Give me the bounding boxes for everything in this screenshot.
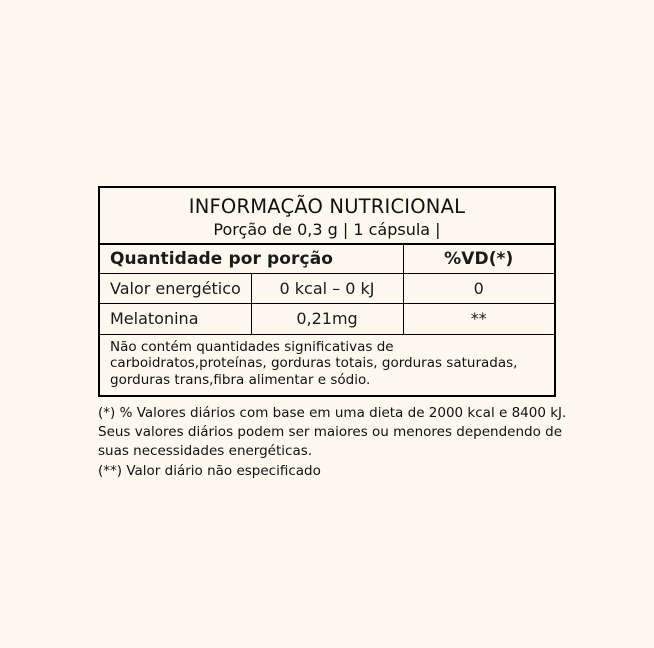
table-row bbox=[99, 274, 555, 304]
footnote-daily-values: (*) % Valores diários com base em uma dieta de 2000 kcal e 8400 kJ. Seus valores diários podem ser maiores ou menores dependendo de suas necessidades energéticas. bbox=[98, 405, 567, 459]
table-header-row bbox=[99, 244, 555, 274]
insignificant-amounts-note bbox=[99, 334, 555, 396]
nutrition-facts-panel bbox=[98, 186, 556, 397]
table-title-row bbox=[99, 187, 555, 244]
nutrient-name: Valor energético bbox=[99, 274, 251, 304]
nutrient-amount: 0,21mg bbox=[251, 304, 403, 334]
nutrient-name: Melatonina bbox=[99, 304, 251, 334]
table-row bbox=[99, 304, 555, 334]
nutrition-table bbox=[98, 186, 556, 397]
title-cell bbox=[99, 187, 555, 244]
header-percent-vd-note: (*) bbox=[488, 249, 514, 270]
footnote-unspecified-value: (**) Valor diário não especificado bbox=[98, 462, 321, 479]
nutrient-vd: ** bbox=[403, 304, 555, 334]
nutrient-vd: 0 bbox=[403, 274, 555, 304]
header-percent-vd-main: %VD bbox=[444, 249, 489, 270]
insignificant-amounts-text: Não contém quantidades significativas de carboidratos,proteínas, gorduras totais, gorduras saturadas, gorduras trans,fibra alimentar e sódio. bbox=[110, 338, 518, 389]
table-note-row bbox=[99, 334, 555, 396]
header-quantity-per-serving: Quantidade por porção bbox=[99, 244, 403, 274]
nutrient-amount: 0 kcal – 0 kJ bbox=[251, 274, 403, 304]
footnotes-block bbox=[98, 404, 568, 481]
page-title: INFORMAÇÃO NUTRICIONAL bbox=[188, 195, 466, 218]
serving-size-text: Porção de 0,3 g | 1 cápsula | bbox=[213, 220, 441, 240]
header-percent-vd bbox=[403, 244, 555, 274]
